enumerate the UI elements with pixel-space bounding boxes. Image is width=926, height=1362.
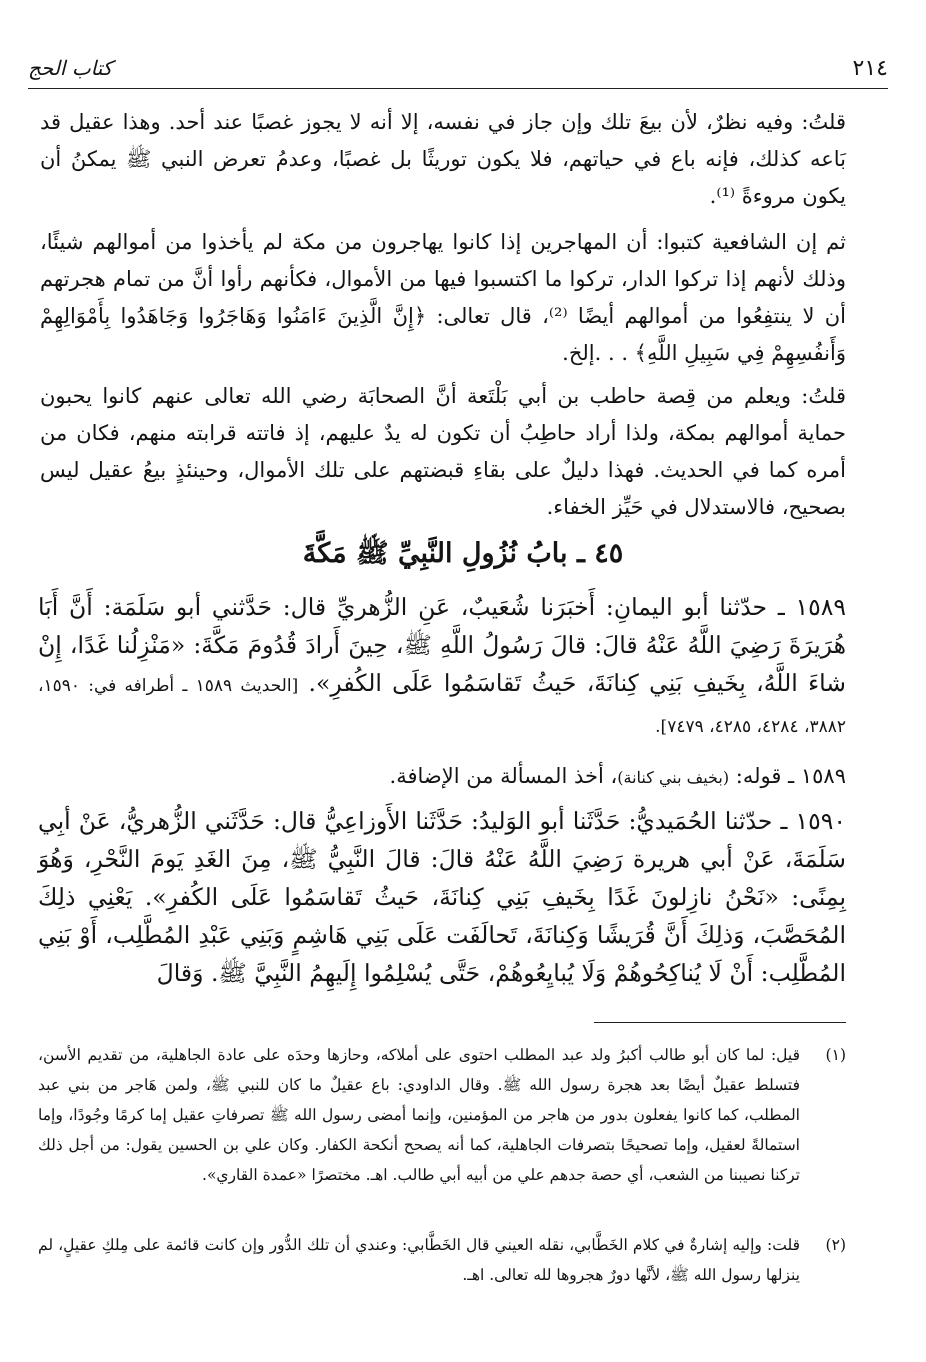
footnote-2 xyxy=(38,1230,846,1290)
commentary-paragraph-1: قلتُ: وفيه نظرٌ، لأن بيعَ تلك وإن جاز في نفسه، إلا أنه لا يجوز غصبًا عند أحد. وهذا عقيل قد بَاعه كذلك، فإنه باع في حياتهم، فلا يكون توريثًا بل غصبًا، وعدمُ تعرض النبي ﷺ يمكنُ أن يكون مروءةً ⁽¹⁾. xyxy=(40,110,846,208)
commentary-paragraph-2: ثم إن الشافعية كتبوا: أن المهاجرين إذا كانوا يهاجرون من مكة لم يأخذوا من أموالهم شيئًا، وذلك لأنهم إذا تركوا الدار، تركوا ما اكتسبوا فيها من الأموال، فكأنهم رأوا أنَّ من تمام هجرتهم أن لا ينتفِعُوا من أموالهم أيضًا ⁽²⁾، قال تعالى: ﴿إِنَّ الَّذِينَ ءَامَنُوا وَهَاجَرُوا وَجَاهَدُوا بِأَمْوَالِهِمْ وَأَنفُسِهِمْ فِي سَبِيلِ اللَّهِ﴾ . . .إلخ. xyxy=(40,230,846,365)
footnote-1 xyxy=(38,1040,846,1190)
book-title: كتاب الحج xyxy=(28,56,113,80)
hadith-1589-text: ١٥٨٩ ـ حدّثنا أبو اليمانِ: أَخبَرَنا شُعَيبٌ، عَنِ الزُّهريِّ قال: حَدَّثني أبو سَلَمَة: أَنَّ أَبَا هُرَيرَةَ رَضِيَ اللَّهُ عَنْهُ قالَ: قالَ رَسُولُ اللَّهِ ﷺ، حِينَ أَرادَ قُدُومَ مَكَّةَ: «مَنْزِلُنا غَدًا، إِنْ شاءَ اللَّهُ، بِخَيفِ بَنِي كِنانَةَ، حَيثُ تَقاسَمُوا عَلَى الكُفرِ». xyxy=(38,593,846,697)
hadith-1589-reference: [الحديث ١٥٨٩ ـ أطرافه في: ١٥٩٠، ٣٨٨٢، ٤٢٨٤، ٤٢٨٥، ٧٤٧٩]. xyxy=(38,676,846,737)
running-header xyxy=(28,48,888,86)
footnote-text: قيل: لما كان أبو طالب أكبرُ ولد عبد المطلب احتوى على أملاكه، وحازها وحدَه على عادة الجاهلية، من تقديم الأسن، فتسلط عقيلٌ أيضًا بعد هجرة رسول الله ﷺ. وقال الداودي: باع عقيلٌ ما كان للنبي ﷺ، ولمن هَاجر من بني عبد المطلب، كما كانوا يفعلون بدور من هاجر من المؤمنين، وإنما أمضى رسول الله ﷺ تصرفاتِ عقيل إما كرمًا وجُودًا، وإما استمالةً لعقيل، وإما تصحيحًا بتصرفات الجاهلية، كما أنه يصحح أنكحة الكفار. وكان علي بن الحسين يقول: من أجل ذلك تركنا نصيبنا من الشعب، أي حصة جدهم علي من أبيه أبي طالب. اهـ. مختصرًا «عمدة القاري». xyxy=(38,1046,800,1184)
commentary-paragraph-3: قلتُ: ويعلم من قِصة حاطب بن أبي بَلْتَعة أنَّ الصحابَة رضي الله تعالى عنهم كانوا يحبون حماية أموالهم بمكة، ولذا أراد حاطِبُ أن تكون له يدٌ عليهم، إذ فاتته قرابته منهم، فكان من أمره كما في الحديث. فهذا دليلٌ على بقاءِ قبضتهم على تلك الأموال، وحينئذٍ بيعُ عقيل ليس بصحيح، فالاستدلال في حَيِّز الخفاء. xyxy=(40,384,846,519)
footnote-divider xyxy=(594,1022,846,1023)
page-number: ٢١٤ xyxy=(852,56,888,81)
hadith-1589-note xyxy=(38,760,846,794)
hadith-1590: ١٥٩٠ ـ حدّثنا الحُمَيديُّ: حَدَّثَنا أبو الوَليدُ: حَدَّثَنا الأَوزاعِيُّ قال: حَدَّثَني الزُّهريُّ، عَنْ أبِي سَلَمَةَ، عَنْ أبي هريرة رَضِيَ اللَّهُ عَنْهُ قالَ: قالَ النَّبِيُّ ﷺ، مِنَ الغَدِ يَومَ النَّحْرِ، وَهُوَ بِمِنًى: «نَحْنُ نازِلونَ غَدًا بِخَيفِ بَنِي كِنانَةَ، حَيثُ تَقاسَمُوا عَلَى الكُفرِ». يَعْنِي ذلِكَ المُحَصَّبَ، وَذلِكَ أَنَّ قُرَيشًا وَكِنانَةَ، تَحالَفَت عَلَى بَنِي هَاشِمٍ وَبَنِي عَبْدِ المُطَّلِب، أَوْ بَنِي المُطَّلِب: أَنْ لَا يُناكِحُوهُمْ وَلَا يُبايِعُوهُمْ، حَتَّى يُسْلِمُوا إِلَيهِمُ النَّبِيَّ ﷺ. وَقالَ xyxy=(38,807,846,987)
note-quote: (بخيف بني كنانة) xyxy=(617,768,730,787)
chapter-heading: ٤٥ ـ بابُ نُزُولِ النَّبِيِّ ﷺ مَكَّةَ xyxy=(302,538,624,569)
note-lead: ١٥٨٩ ـ قوله: xyxy=(735,764,846,788)
footnote-number: (٢) xyxy=(825,1236,846,1254)
hadith-1589 xyxy=(38,588,846,746)
footnote-number: (١) xyxy=(825,1046,846,1064)
footnote-text: قلت: وإليه إشارةٌ في كلام الخَطَّابي، نقله العيني قال الخَطَّابي: وعندي أن تلك الدُّور وإن كانت قائمة على مِلكِ عقيلٍ، لم ينزلها رسول الله ﷺ، لأنَّها دورٌ هجروها لله تعالى. اهـ. xyxy=(38,1236,800,1284)
note-tail: ، أخذ المسألة من الإضافة. xyxy=(389,764,618,788)
header-divider xyxy=(28,88,888,89)
